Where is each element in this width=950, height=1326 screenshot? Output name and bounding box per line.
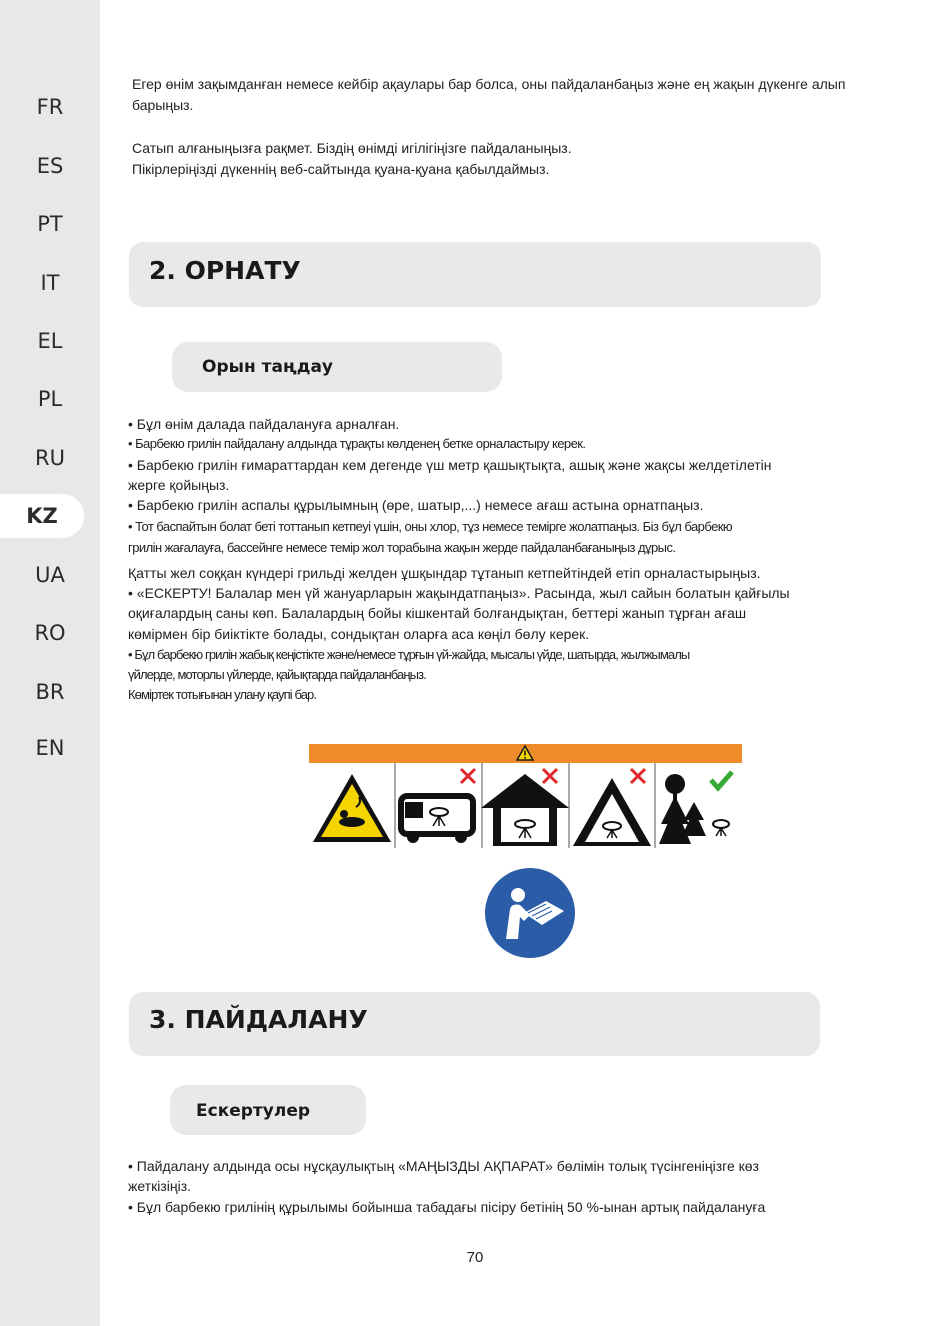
lang-tab-ua[interactable]: UA (35, 563, 65, 587)
lang-tab-en[interactable]: EN (35, 736, 65, 760)
lang-tab-el[interactable]: EL (37, 329, 63, 353)
usage-line: жеткізіңіз. (128, 1178, 192, 1194)
usage-line: • Бұл барбекю грилінің құрылымы бойынша табадағы пісіру бетінің 50 %-ынан артық пайдалануға (128, 1199, 766, 1215)
lang-tab-pt[interactable]: PT (37, 212, 63, 236)
install-line: үйлерде, моторлы үйлерде, қайықтарда пайдаланбаңыз. (128, 667, 426, 682)
lang-tab-it[interactable]: IT (40, 271, 60, 295)
section-3-subtitle: Ескертулер (196, 1101, 311, 1121)
page-number: 70 (466, 1249, 484, 1266)
lang-tab-br[interactable]: BR (35, 680, 65, 704)
usage-line: • Пайдалану алдында осы нұсқаулықтың «МАҢЫЗДЫ АҚПАРАТ» бөлімін толық түсінгеніңізге көз (128, 1158, 759, 1174)
section-2-subtitle: Орын таңдау (202, 357, 333, 377)
intro-damage-note: Егер өнім зақымданған немесе кейбір ақаулары бар болса, оны пайдаланбаңыз және ең жақын дүкенге алып барыңыз. (132, 76, 846, 113)
warning-pictogram-strip (309, 744, 742, 848)
language-sidebar (0, 0, 100, 1326)
install-line: • Бұл өнім далада пайдалануға арналған. (128, 416, 400, 432)
lang-tab-ru[interactable]: RU (35, 446, 65, 470)
install-line: • Бұл барбекю грилін жабық кеңістікте және/немесе тұрғын үй-жайда, мысалы үйде, шатырда, жылжымалы (128, 647, 690, 662)
lang-tab-pl[interactable]: PL (37, 387, 63, 411)
read-manual-icon (484, 867, 576, 959)
install-line: • Барбекю грилін ғимараттардан кем дегенде үш метр қашықтықта, ашық және жақсы желдетілетін (128, 457, 772, 473)
install-line: • «ЕСКЕРТУ! Балалар мен үй жануарларын жақындатпаңыз». Расында, жыл сайын болатын қайғылы (128, 585, 790, 601)
section-2-title: 2. ОРНАТУ (149, 256, 301, 285)
install-line: оқиғалардың саны көп. Балалардың бойы кішкентай болғандықтан, беттері жанып тұрған ағаш (128, 605, 747, 621)
section-3-title: 3. ПАЙДАЛАНУ (149, 1005, 368, 1034)
install-line: грилін жағалауға, бассейнге немесе темір жол торабына жақын жерде пайдаланбағаныңыз дұрыс. (128, 540, 676, 555)
install-line: Қатты жел соққан күндері грильді желден ұшқындар тұтанып кетпейтіндей етіп орналастырыңыз. (128, 565, 761, 581)
install-line: жерге қойыңыз. (128, 477, 230, 493)
install-line: көмірмен бір биіктікте болады, сондықтан оларға аса көңіл бөлу керек. (128, 626, 590, 642)
intro-thanks-line: Сатып алғаныңызға рақмет. Біздің өнімді игілігіңізге пайдаланыңыз. (132, 140, 572, 156)
lang-tab-fr[interactable]: FR (36, 95, 64, 119)
lang-tab-es[interactable]: ES (36, 154, 64, 178)
lang-tab-ro[interactable]: RO (34, 621, 66, 645)
intro-feedback-line: Пікірлеріңізді дүкеннің веб-сайтында қуана-қуана қабылдаймыз. (132, 161, 550, 177)
install-line: • Барбекю грилін пайдалану алдында тұрақты көлденең бетке орналастыру керек. (128, 436, 586, 451)
lang-tab-kz[interactable]: KZ (0, 494, 84, 538)
install-line: • Барбекю грилін аспалы құрылымның (өре, шатыр,...) немесе ағаш астына орнатпаңыз. (128, 497, 704, 513)
install-line: • Тот баспайтын болат беті тоттанып кетпеуі үшін, оны хлор, тұз немесе темірге жолатпаңыз. Біз бұл барбекю (128, 519, 733, 534)
install-line: Көміртек тотығынан улану қаупі бар. (128, 687, 317, 702)
